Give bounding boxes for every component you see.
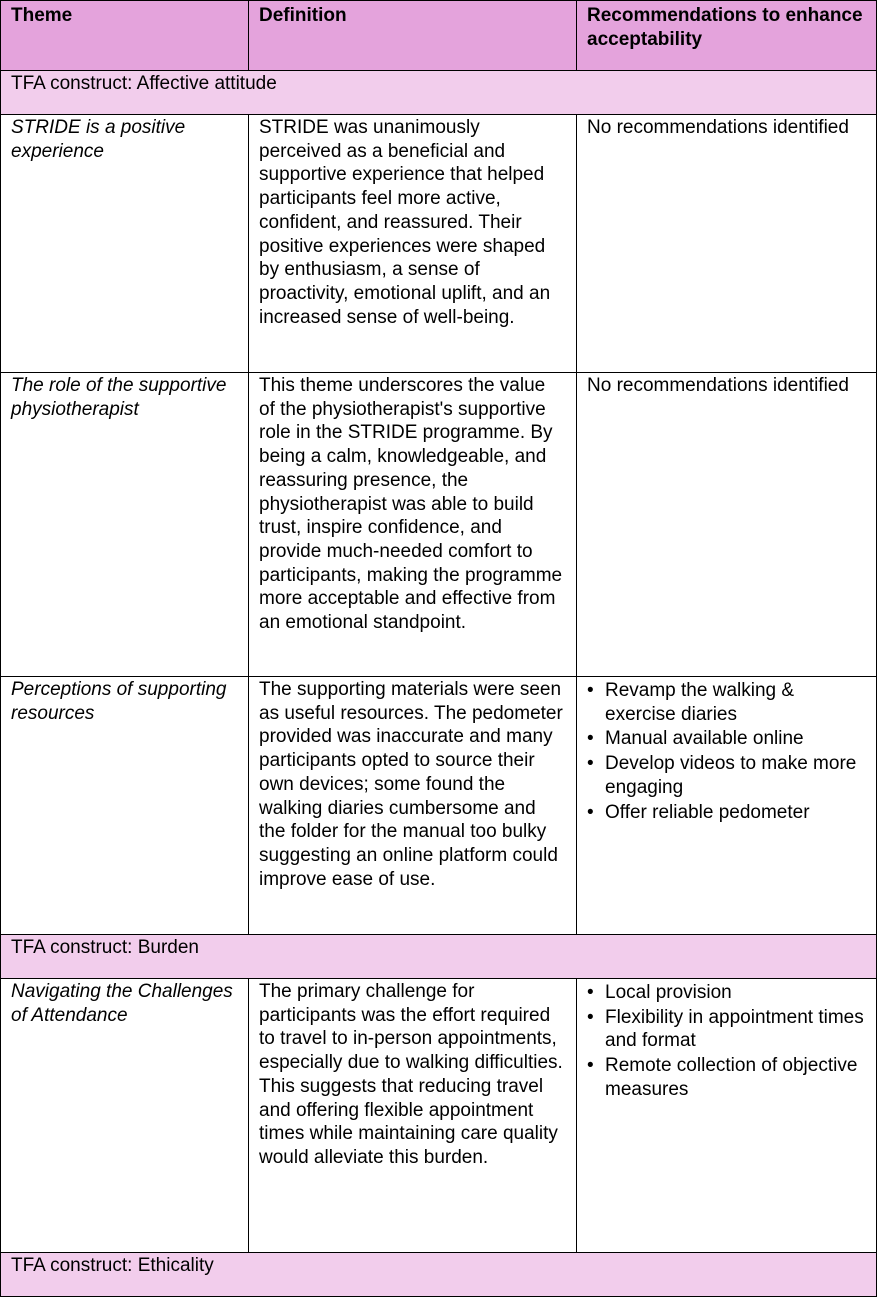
construct-row-affective-attitude — [1, 71, 877, 115]
list-item: • Offer reliable pedometer — [587, 801, 810, 823]
construct-label: TFA construct: Affective attitude — [1, 71, 877, 115]
definition-cell: The primary challenge for participants was the effort required to travel to in-person appointments, especially due to walking difficulties. This suggests that reducing travel and offering flexible appointment times while maintaining care quality would alleviate this burden. — [249, 979, 577, 1253]
construct-label: TFA construct: Burden — [1, 935, 877, 979]
recommendations-cell: No recommendations identified — [577, 373, 877, 677]
header-recommendations: Recommendations to enhance acceptability — [577, 1, 877, 71]
header-definition: Definition — [249, 1, 577, 71]
list-item: • Local provision — [587, 982, 732, 1003]
bullet-icon: • — [587, 982, 594, 1003]
theme-cell: Navigating the Challenges of Attendance — [1, 979, 249, 1253]
list-item: • Develop videos to make more engaging — [587, 753, 857, 798]
list-item: • Remote collection of objective measures — [587, 1055, 858, 1100]
bullet-icon: • — [587, 801, 594, 823]
construct-row-burden — [1, 935, 877, 979]
construct-row-ethicality — [1, 1253, 877, 1297]
construct-label: TFA construct: Ethicality — [1, 1253, 877, 1297]
theme-cell: STRIDE is a positive experience — [1, 115, 249, 373]
list-item: • Manual available online — [587, 728, 804, 750]
table-row — [1, 677, 877, 935]
bullet-icon: • — [587, 680, 594, 701]
list-item: • Flexibility in appointment times and format — [587, 1006, 864, 1052]
recommendations-cell — [577, 979, 877, 1253]
table-row — [1, 373, 877, 677]
bullet-icon: • — [587, 753, 594, 775]
table-row — [1, 979, 877, 1253]
bullet-icon: • — [587, 1006, 594, 1028]
recommendations-list — [587, 679, 866, 824]
recommendations-list — [587, 981, 866, 1102]
bullet-icon: • — [587, 728, 594, 750]
theme-cell: The role of the supportive physiotherapist — [1, 373, 249, 677]
bullet-icon: • — [587, 1055, 594, 1077]
table-header-row — [1, 1, 877, 71]
definition-cell: This theme underscores the value of the physiotherapist's supportive role in the STRIDE programme. By being a calm, knowledgeable, and reassuring presence, the physiotherapist was able to build trust, inspire confidence, and provide much-needed comfort to participants, making the programme more acceptable and effective from an emotional standpoint. — [249, 373, 577, 677]
header-theme: Theme — [1, 1, 249, 71]
recommendations-cell: No recommendations identified — [577, 115, 877, 373]
theme-cell: Perceptions of supporting resources — [1, 677, 249, 935]
definition-cell: STRIDE was unanimously perceived as a beneficial and supportive experience that helped participants feel more active, confident, and reassured. Their positive experiences were shaped by enthusiasm, a sense of proactivity, emotional uplift, and an increased sense of well-being. — [249, 115, 577, 373]
recommendations-cell — [577, 677, 877, 935]
list-item: • Revamp the walking & exercise diaries — [587, 680, 795, 725]
definition-cell: The supporting materials were seen as useful resources. The pedometer provided was inaccurate and many participants opted to source their own devices; some found the walking diaries cumbersome and the folder for the manual too bulky suggesting an online platform could improve ease of use. — [249, 677, 577, 935]
table-row — [1, 115, 877, 373]
